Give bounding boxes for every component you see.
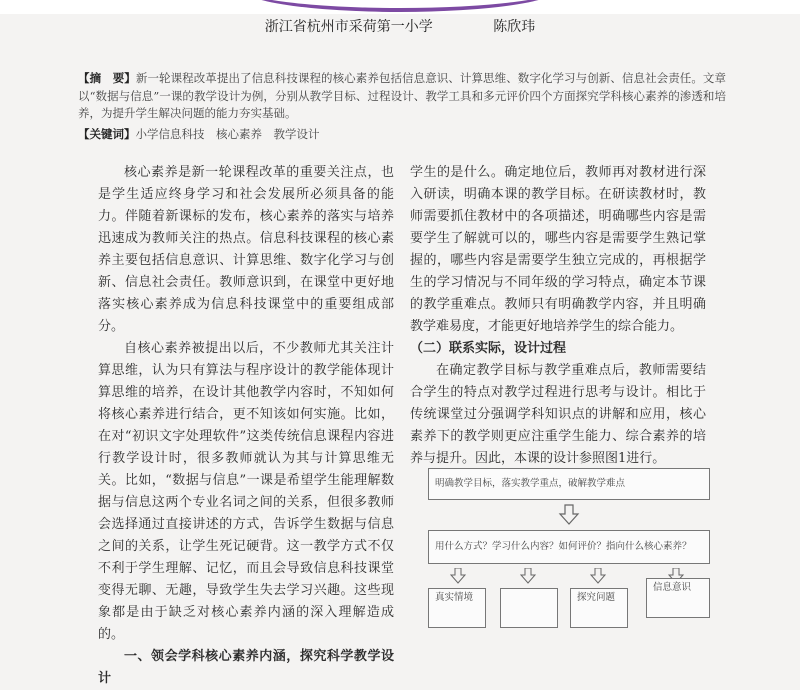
arrow-down-icon xyxy=(590,568,606,584)
left-column xyxy=(98,162,394,690)
body-paragraph: 在确定教学目标与教学重难点后，教师需要结合学生的特点对教学过程进行思考与设计。相比于传统课堂过分强调学科知识点的讲解和应用，核心素养下的教学则更应注重学生能力、综合素养的培养与提升。因此，本课的设计参照图1进行。 xyxy=(410,363,706,466)
body-paragraph: 自核心素养被提出以后，不少教师尤其关注计算思维，认为只有算法与程序设计的教学能体现计算思维的培养，在设计其他教学内容时，不知如何将核心素养进行结合，更不知该如何实施。比如，在对“初识文字处理软件”这类传统信息课程内容进行教学设计时，很多教师就认为其与计算思维无关。比如，“数据与信息”一课是希望学生能理解数据与信息这两个专业名词之间的关系，但很多教师会选择通过直接讲述的方式，告诉学生数据与信息之间的关系，让学生死记硬背。这一教学方式不仅不利于学生理解、记忆，而且会导致信息科技课堂变得无聊、无趣，导致学生失去学习兴趣。这些现象都是由于缺乏对核心素养内涵的深入理解造成的。 xyxy=(98,341,394,642)
flow-box-second xyxy=(500,588,558,628)
right-column xyxy=(410,162,706,470)
figure-1-flowchart xyxy=(428,468,718,608)
author-affiliation: 浙江省杭州市采荷第一小学 xyxy=(264,19,433,35)
flow-box-awareness-text: 信息意识 xyxy=(653,582,692,593)
abstract xyxy=(78,70,726,123)
flow-box-explore xyxy=(570,588,628,628)
abstract-text: 新一轮课程改革提出了信息科技课程的核心素养包括信息意识、计算思维、数字化学习与创新、信息社会责任。文章以“数据与信息”一课的教学设计为例，分别从教学目标、过程设计、教学工具和多元评价四个方面探究学科核心素养的渗透和培养，为提升学生解决问题的能力夯实基础。 xyxy=(78,71,727,120)
abstract-label: 【摘 要】 xyxy=(78,71,136,85)
keywords xyxy=(78,126,726,143)
arrow-down-icon xyxy=(520,568,536,584)
flow-box-goals xyxy=(428,468,710,500)
author-name: 陈欣玮 xyxy=(493,19,536,35)
arrow-down-icon xyxy=(558,504,580,526)
keywords-label: 【关键词】 xyxy=(78,127,136,141)
author-line xyxy=(0,16,800,36)
flow-box-awareness xyxy=(646,578,710,618)
body-paragraph: 核心素养是新一轮课程改革的重要关注点，也是学生适应终身学习和社会发展所必须具备的能力。伴随着新课标的发布，核心素养的落实与培养迅速成为教师关注的热点。信息科技课程的核心素养主要包括信息意识、计算思维、数字化学习与创新、信息社会责任。教师意识到，在课堂中更好地落实核心素养成为信息科技课堂中的重要组成部分。 xyxy=(98,165,394,334)
flow-box-goals-text: 明确教学目标，落实教学重点，破解教学难点 xyxy=(435,478,626,489)
flow-box-context-text: 真实情境 xyxy=(435,592,474,603)
subsection-heading: （二）联系实际，设计过程 xyxy=(410,341,567,356)
flow-box-questions xyxy=(428,530,710,564)
flow-box-questions-text: 用什么方式？学习什么内容？如何评价？指向什么核心素养？ xyxy=(435,541,692,552)
body-paragraph: 学生的是什么。确定地位后，教师再对教材进行深入研读，明确本课的教学目标。在研读教材时，教师需要抓住教材中的各项描述，明确哪些内容是需要学生了解就可以的，哪些内容是需要学生熟记掌握的，哪些内容是需要学生独立完成的，再根据学生的学习情况与不同年级的学习特点，确定本节课的教学重难点。教师只有明确教学内容，并且明确教学难易度，才能更好地培养学生的综合能力。 xyxy=(410,165,706,334)
keywords-text: 小学信息科技 核心素养 教学设计 xyxy=(135,127,320,141)
section-heading: 一、领会学科核心素养内涵，探究科学教学设计 xyxy=(98,649,394,686)
flow-box-explore-text: 探究问题 xyxy=(577,592,616,603)
arrow-down-icon xyxy=(450,568,466,584)
flow-box-context xyxy=(428,588,486,628)
